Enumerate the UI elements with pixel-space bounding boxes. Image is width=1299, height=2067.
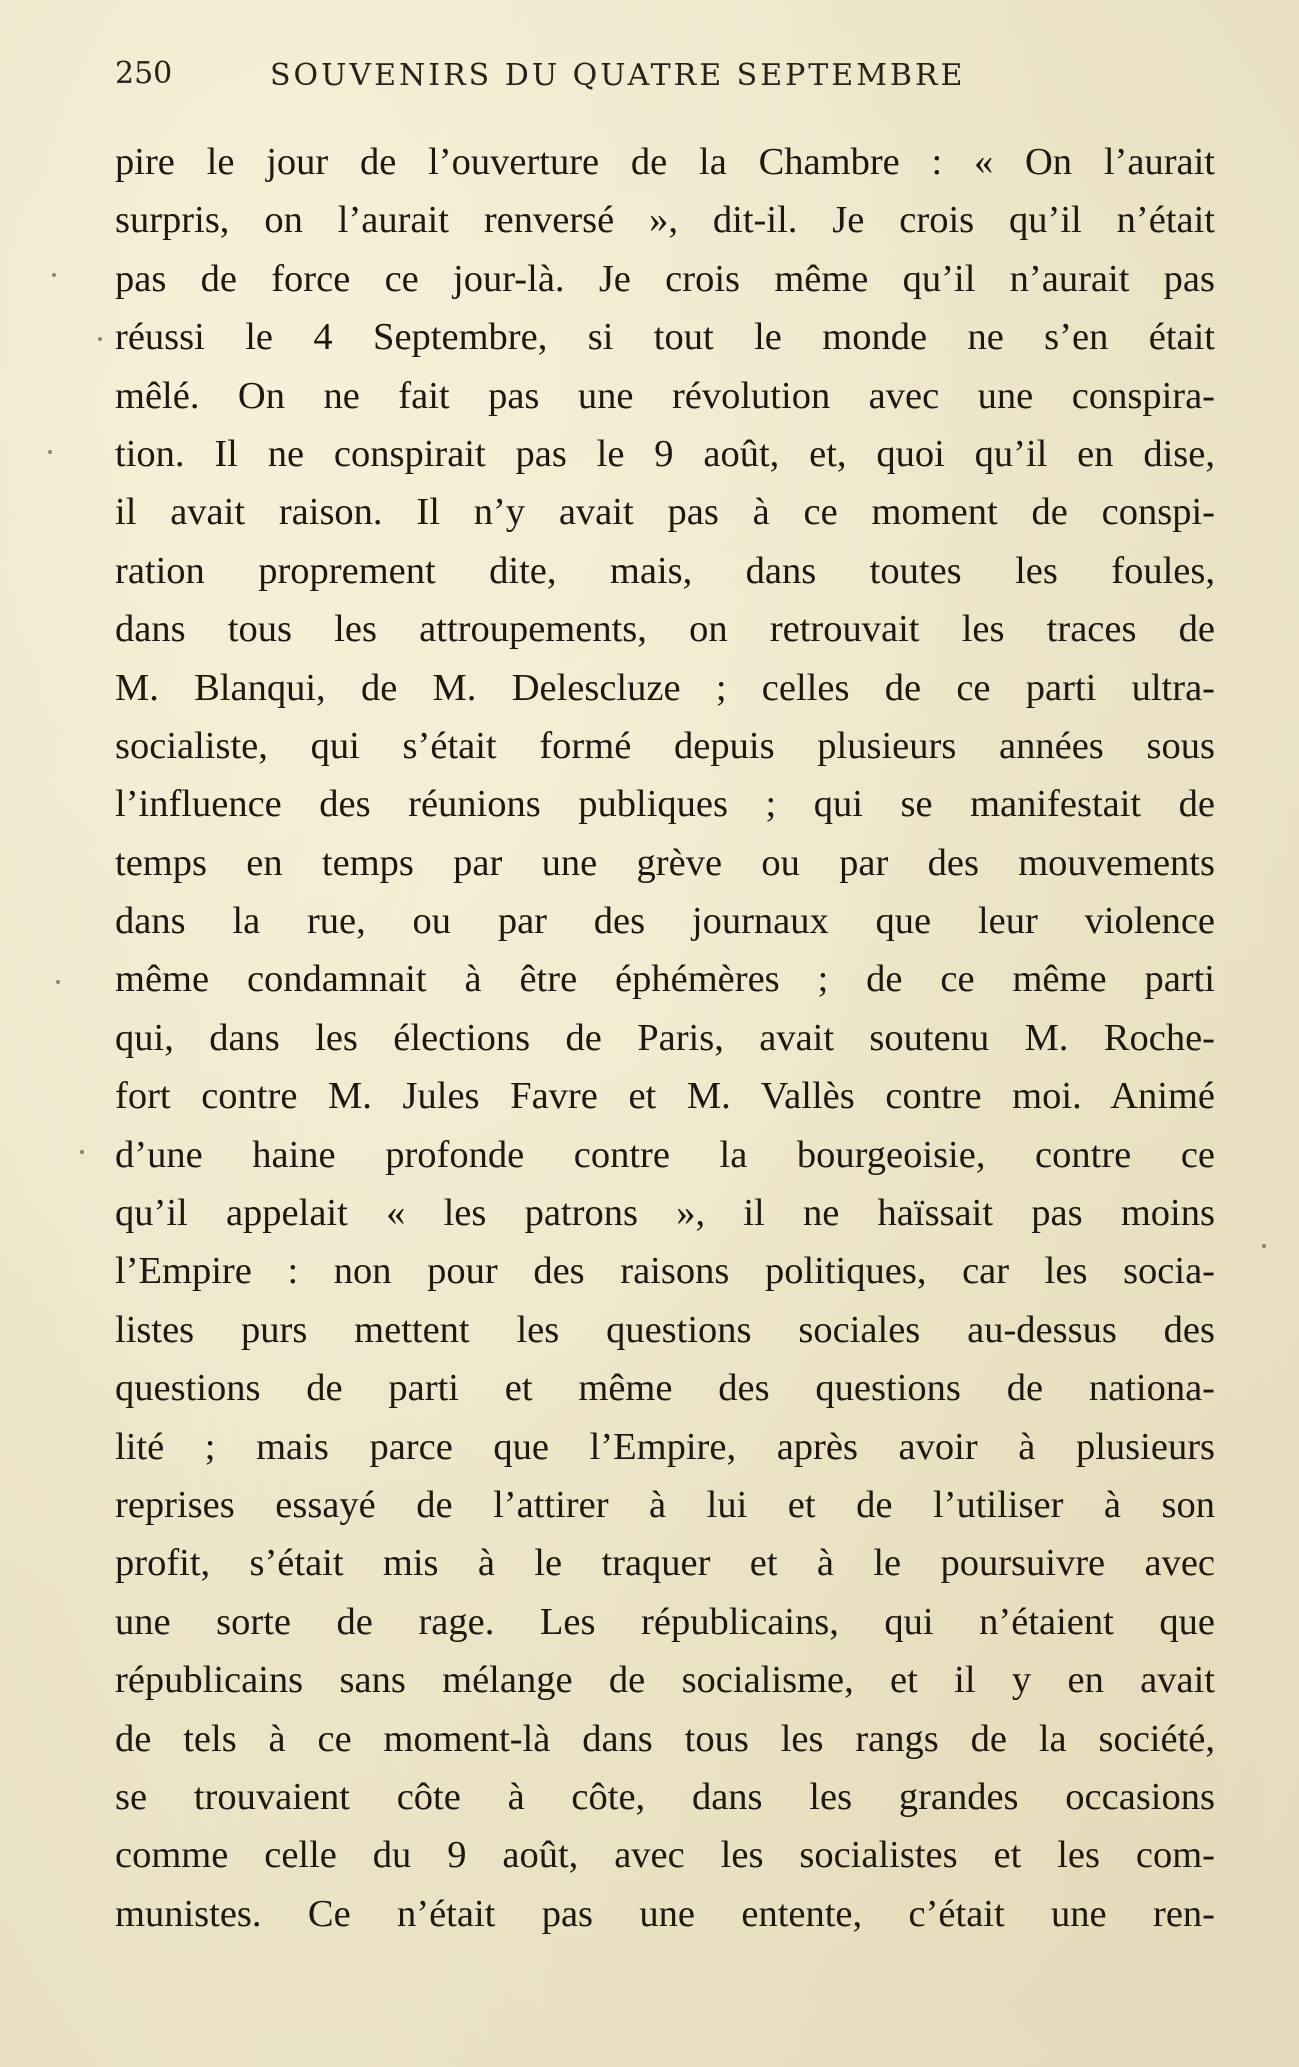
text-line: même condamnait à être éphémères ; de ce même parti — [115, 958, 1215, 1001]
text-line: pire le jour de l’ouverture de la Chambre : « On l’aurait — [115, 141, 1215, 183]
page-number: 250 — [115, 56, 173, 91]
text-line: de tels à ce moment-là dans tous les rangs de la société, — [115, 1717, 1215, 1760]
text-line: questions de parti et même des questions de nationa- — [115, 1367, 1215, 1410]
body-text — [115, 133, 1215, 1943]
text-line: reprises essayé de l’attirer à lui et de l’utiliser à son — [115, 1483, 1215, 1526]
paper-speck — [48, 450, 52, 454]
paper-speck — [1262, 1244, 1266, 1248]
text-line: républicains sans mélange de socialisme, et il y en avait — [115, 1659, 1215, 1702]
text-line: surpris, on l’aurait renversé », dit-il. Je crois qu’il n’était — [115, 199, 1215, 242]
running-title: SOUVENIRS DU QUATRE SEPTEMBRE — [270, 58, 966, 93]
text-line: l’influence des réunions publiques ; qui se manifestait de — [115, 783, 1215, 826]
text-line: socialiste, qui s’était formé depuis plusieurs années sous — [115, 724, 1215, 767]
paper-speck — [98, 337, 102, 341]
running-head — [115, 56, 1215, 106]
text-line: réussi le 4 Septembre, si tout le monde ne s’en était — [115, 316, 1215, 359]
paper-speck — [56, 980, 60, 984]
text-line: mêlé. On ne fait pas une révolution avec une conspira- — [115, 374, 1215, 417]
text-line: fort contre M. Jules Favre et M. Vallès contre moi. Animé — [115, 1075, 1215, 1118]
text-line: dans tous les attroupements, on retrouvait les traces de — [115, 608, 1215, 651]
text-line: qui, dans les élections de Paris, avait soutenu M. Roche- — [115, 1016, 1215, 1059]
text-line: listes purs mettent les questions sociales au-dessus des — [115, 1308, 1215, 1351]
text-line: il avait raison. Il n’y avait pas à ce moment de conspi- — [115, 491, 1215, 534]
text-line: dans la rue, ou par des journaux que leur violence — [115, 900, 1215, 943]
text-line: ration proprement dite, mais, dans toutes les foules, — [115, 549, 1215, 592]
text-line: pas de force ce jour-là. Je crois même qu’il n’aurait pas — [115, 257, 1215, 300]
paper-speck — [80, 1150, 84, 1154]
paper-speck — [52, 273, 56, 277]
text-line: tion. Il ne conspirait pas le 9 août, et, quoi qu’il en dise, — [115, 432, 1215, 475]
text-line: munistes. Ce n’était pas une entente, c’était une ren- — [115, 1892, 1215, 1935]
text-line: lité ; mais parce que l’Empire, après avoir à plusieurs — [115, 1425, 1215, 1468]
text-line: l’Empire : non pour des raisons politiques, car les socia- — [115, 1250, 1215, 1293]
text-line: qu’il appelait « les patrons », il ne haïssait pas moins — [115, 1192, 1215, 1235]
text-line: comme celle du 9 août, avec les socialistes et les com- — [115, 1834, 1215, 1877]
text-line: profit, s’était mis à le traquer et à le poursuivre avec — [115, 1542, 1215, 1585]
text-line: d’une haine profonde contre la bourgeoisie, contre ce — [115, 1133, 1215, 1176]
text-line: M. Blanqui, de M. Delescluze ; celles de ce parti ultra- — [115, 666, 1215, 709]
text-line: se trouvaient côte à côte, dans les grandes occasions — [115, 1775, 1215, 1818]
text-line: temps en temps par une grève ou par des mouvements — [115, 841, 1215, 884]
text-line: une sorte de rage. Les républicains, qui n’étaient que — [115, 1600, 1215, 1643]
